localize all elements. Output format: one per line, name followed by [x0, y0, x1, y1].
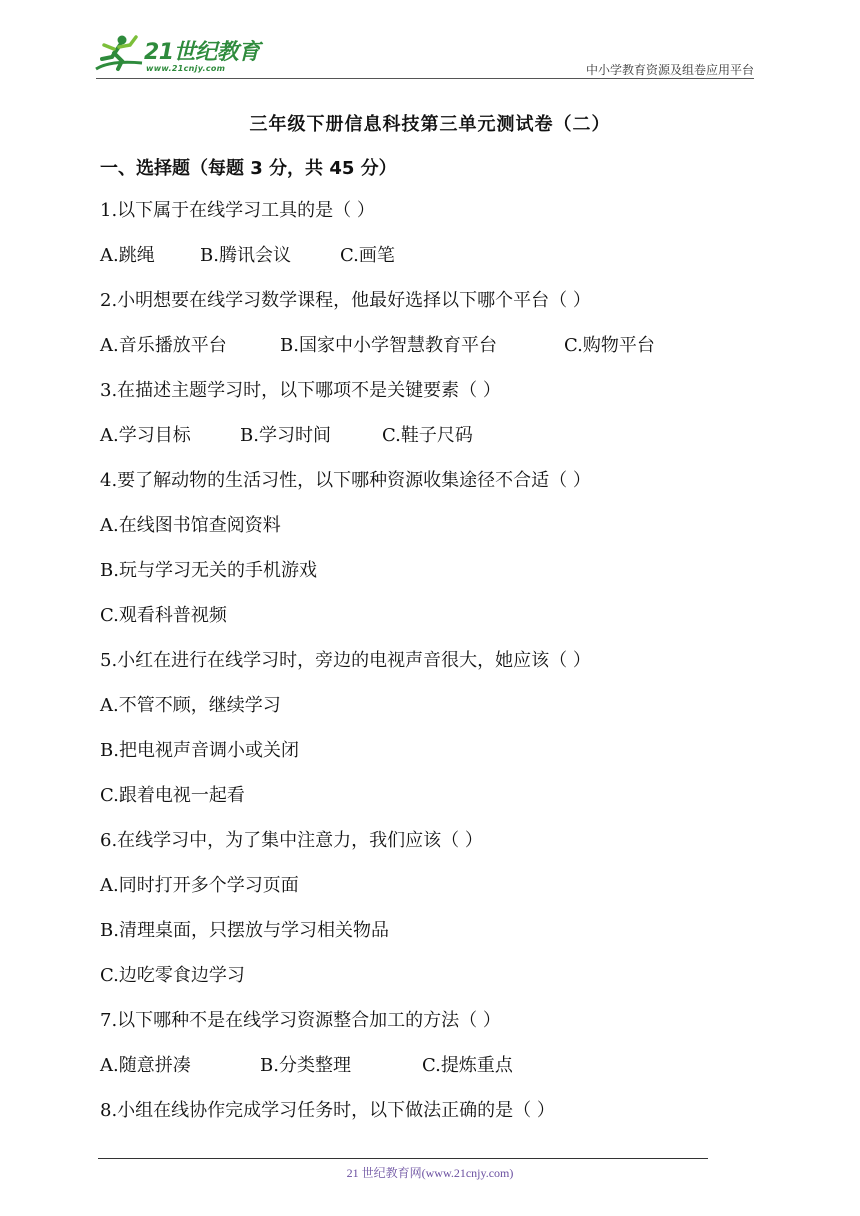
- page-title: 三年级下册信息科技第三单元测试卷（二）: [249, 114, 611, 135]
- question-stem: 8.小组在线协作完成学习任务时，以下做法正确的是（ ）: [100, 1100, 555, 1121]
- option: A.学习目标: [100, 425, 191, 446]
- question-list: [100, 188, 750, 1133]
- option: B.腾讯会议: [200, 245, 291, 266]
- option: A.不管不顾，继续学习: [100, 695, 281, 716]
- question-stem: 3.在描述主题学习时，以下哪项不是关键要素（ ）: [100, 380, 501, 401]
- option: B.分类整理: [260, 1055, 351, 1076]
- option: B.玩与学习无关的手机游戏: [100, 560, 317, 581]
- option: A.在线图书馆查阅资料: [100, 515, 281, 536]
- runner-logo-icon: [92, 33, 146, 77]
- logo[interactable]: [92, 33, 262, 79]
- option: A.音乐播放平台: [100, 335, 227, 356]
- question-stem: 6.在线学习中，为了集中注意力，我们应该（ ）: [100, 830, 483, 851]
- option-row: [100, 413, 750, 458]
- option-row: [100, 1043, 750, 1088]
- option: B.国家中小学智慧教育平台: [280, 335, 497, 356]
- option: B.把电视声音调小或关闭: [100, 740, 299, 761]
- option: C.鞋子尺码: [382, 425, 473, 446]
- option: C.提炼重点: [422, 1055, 513, 1076]
- logo-text: 21世纪教育: [144, 40, 260, 65]
- option: C.观看科普视频: [100, 605, 227, 626]
- option-row: [100, 323, 750, 368]
- option: C.购物平台: [564, 335, 655, 356]
- logo-url: www.21cnjy.com: [146, 64, 226, 73]
- option: C.边吃零食边学习: [100, 965, 245, 986]
- option: C.跟着电视一起看: [100, 785, 245, 806]
- option: A.同时打开多个学习页面: [100, 875, 299, 896]
- option: C.画笔: [340, 245, 395, 266]
- question-stem: 1.以下属于在线学习工具的是（ ）: [100, 200, 375, 221]
- question-stem: 2.小明想要在线学习数学课程，他最好选择以下哪个平台（ ）: [100, 290, 591, 311]
- header-divider: [96, 78, 754, 79]
- question-stem: 4.要了解动物的生活习性，以下哪种资源收集途径不合适（ ）: [100, 470, 591, 491]
- footer-link[interactable]: 21 世纪教育网(www.21cnjy.com): [346, 1166, 514, 1180]
- question-stem: 5.小红在进行在线学习时，旁边的电视声音很大，她应该（ ）: [100, 650, 591, 671]
- option: B.学习时间: [240, 425, 331, 446]
- section-heading: 一、选择题（每题 3 分，共 45 分）: [100, 158, 397, 179]
- header-platform-text: 中小学教育资源及组卷应用平台: [585, 63, 754, 77]
- option: B.清理桌面，只摆放与学习相关物品: [100, 920, 389, 941]
- option: A.随意拼凑: [100, 1055, 191, 1076]
- option: A.跳绳: [100, 245, 155, 266]
- page-header: [0, 0, 860, 80]
- footer-divider: [98, 1158, 708, 1159]
- option-row: [100, 233, 750, 278]
- question-stem: 7.以下哪种不是在线学习资源整合加工的方法（ ）: [100, 1010, 501, 1031]
